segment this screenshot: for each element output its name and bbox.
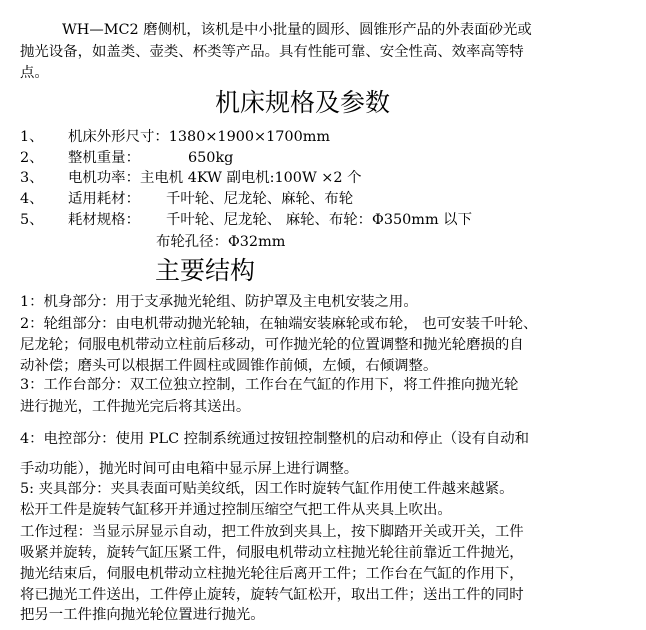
intro-line: 抛光设备，如盖类、壶类、杯类等产品。具有性能可靠、安全性高、效率高等特 [20,44,524,60]
spec-value: 千叶轮、尼龙轮、 麻轮、布轮：Φ350mm 以下 [166,212,472,228]
structure-line: 动补偿；磨头可以根据工件圆柱或圆锥作前倾，左倾，右倾调整。 [20,358,438,374]
spec-number: 4、 [20,191,44,207]
spec-label: 机床外形尺寸：1380×1900×1700mm [68,129,331,145]
spec-number: 1、 [20,129,44,145]
spec-extra: 布轮孔径：Φ32mm [156,234,286,250]
spec-label: 电机功率：主电机 4KW 副电机:100W ×2 个 [68,170,362,186]
structure-line: 1：机身部分：用于支承抛光轮组、防护罩及主电机安装之用。 [20,294,418,310]
intro-line: WH—MC2 磨侧机，该机是中小批量的圆形、圆锥形产品的外表面砂光或 [62,22,532,38]
structure-line: 吸紧并旋转，旋转气缸压紧工件，伺服电机带动立柱抛光轮往前靠近工件抛光， [20,545,524,561]
intro-line: 点。 [20,65,49,81]
spec-label: 整机重量： [68,150,140,166]
specs-title: 机床规格及参数 [215,88,391,117]
spec-value: 650kg [188,150,234,166]
structure-line: 将已抛光工件送出，工件停止旋转，旋转气缸松开，取出工件；送出工件的同时 [20,587,524,603]
structure-line: 抛光结束后，伺服电机带动立柱抛光轮往后离开工件；工作台在气缸的作用下， [20,566,524,582]
structure-line: 4：电控部分：使用 PLC 控制系统通过按钮控制整机的启动和停止（设有自动和 [20,431,530,447]
spec-label: 适用耗材： [68,191,140,207]
structure-line: 手动功能），抛光时间可由电箱中显示屏上进行调整。 [20,461,359,477]
structure-line: 尼龙轮；伺服电机带动立柱前后移动，可作抛光轮的位置调整和抛光轮磨损的自 [20,337,524,353]
structure-line: 把另一工件推向抛光轮位置进行抛光。 [20,607,265,623]
structure-line: 2：轮组部分：由电机带动抛光轮轴，在轴端安装麻轮或布轮， 也可安装千叶轮、 [20,316,538,332]
structure-title: 主要结构 [155,256,256,285]
spec-number: 2、 [20,150,44,166]
structure-line: 5: 夹具部分：夹具表面可贴美纹纸，因工作时旋转气缸作用使工件越来越紧。 [20,481,514,497]
structure-line: 松开工件是旋转气缸移开并通过控制压缩空气把工件从夹具上吹出。 [20,502,452,518]
structure-line: 工作过程：当显示屏显示自动，把工件放到夹具上，按下脚踏开关或开关，工件 [20,524,524,540]
spec-value: 千叶轮、尼龙轮、麻轮、布轮 [166,191,354,207]
spec-number: 3、 [20,170,44,186]
structure-line: 3：工作台部分：双工位独立控制，工作台在气缸的作用下，将工件推向抛光轮 [20,377,519,393]
spec-number: 5、 [20,212,44,228]
spec-label: 耗材规格： [68,212,140,228]
structure-line: 进行抛光，工件抛光完后将其送出。 [20,399,251,415]
